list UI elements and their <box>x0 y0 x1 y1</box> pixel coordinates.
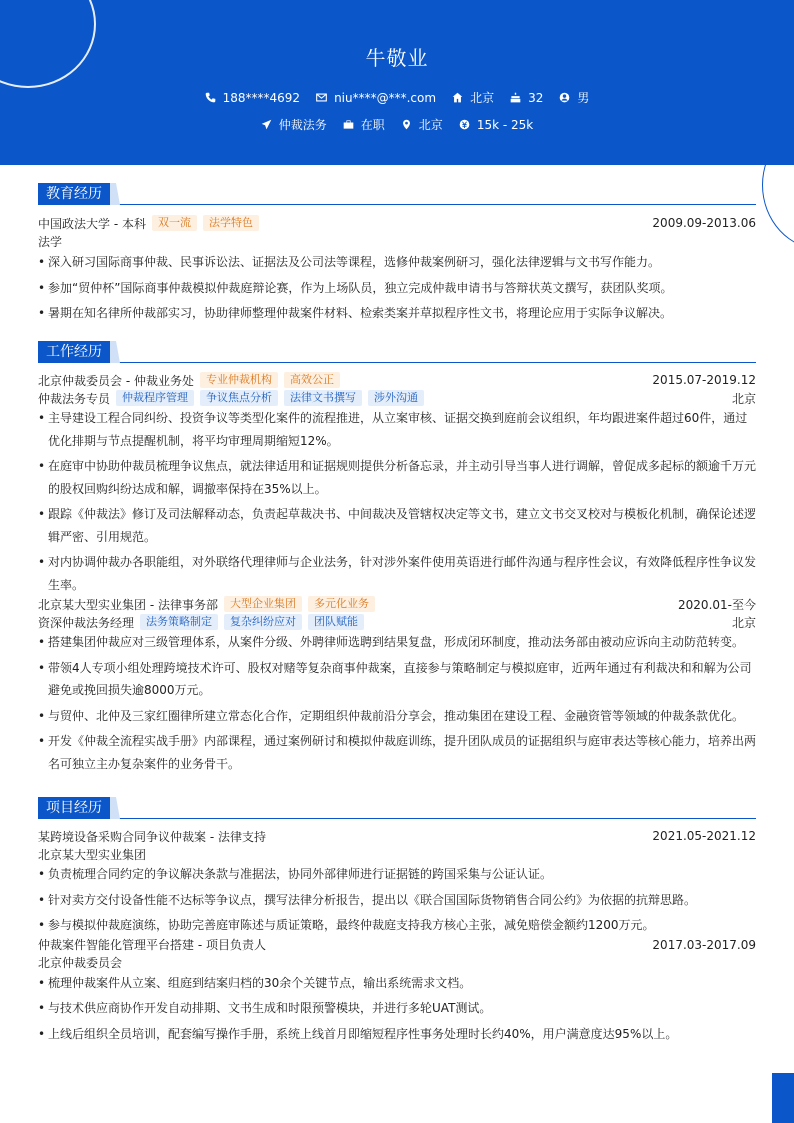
date-range: 2009.09-2013.06 <box>652 216 756 230</box>
project-entry <box>38 827 756 937</box>
list-item: • 跟踪《仲裁法》修订及司法解释动态，负责起草裁决书、中间裁决及管辖权决定等文书，建立文书交叉校对与模板化机制，确保论述逻辑严密、引用规范。 <box>38 503 756 548</box>
gender-text: 男 <box>577 91 590 105</box>
salary-text: 15k - 25k <box>476 117 534 132</box>
contact-age <box>510 91 543 105</box>
skill-tag: 法务策略制定 <box>140 614 218 630</box>
bullet-list <box>38 863 756 937</box>
contact-gender <box>559 89 589 106</box>
list-item: • 开发《仲裁全流程实战手册》内部课程，通过案例研讨和模拟仲裁庭训练，提升团队成员的证据组织与庭审表达等核心能力，培养出两名可独立主办复杂案件的业务骨干。 <box>38 730 756 775</box>
cake-icon <box>510 92 521 103</box>
education-section <box>38 183 756 328</box>
list-item: • 与技术供应商协作开发自动排期、文书生成和时限预警模块，并进行多轮UAT测试。 <box>38 997 756 1020</box>
list-item: • 在庭审中协助仲裁员梳理争议焦点，就法律适用和证据规则提供分析备忘录，并主动引导当事人进行调解，曾促成多起标的额逾千万元的股权回购纠纷达成和解，调撤率保持在35%以上。 <box>38 455 756 500</box>
list-item: • 梳理仲裁案件从立案、组庭到结案归档的30余个关键节点，输出系统需求文档。 <box>38 972 756 995</box>
project-entry <box>38 936 756 1046</box>
intent-city <box>401 116 443 133</box>
contact-row <box>0 89 794 106</box>
list-item: • 参与模拟仲裁庭演练，协助完善庭审陈述与质证策略，最终仲裁庭支持我方核心主张，减免赔偿金额约1200万元。 <box>38 914 756 937</box>
status-text: 在职 <box>360 118 385 132</box>
company-name: 北京仲裁委员会 - 仲裁业务处 <box>38 373 194 388</box>
list-item: • 参加“贸仲杯”国际商事仲裁模拟仲裁庭辩论赛，作为上场队员，独立完成仲裁申请书与答辩状英文撰写，获团队奖项。 <box>38 277 756 300</box>
location: 北京 <box>731 391 756 406</box>
intent-city-text: 北京 <box>418 118 443 132</box>
decorative-corner-block <box>772 1073 794 1123</box>
school-tag: 法学特色 <box>203 215 259 231</box>
date-range: 2015.07-2019.12 <box>652 373 756 387</box>
phone-icon <box>205 92 216 103</box>
mail-icon <box>316 92 327 103</box>
list-item: • 与贸仲、北仲及三家红圈律所建立常态化合作，定期组织仲裁前沿分享会，推动集团在建设工程、金融资管等领域的仲裁条款优化。 <box>38 705 756 728</box>
contact-email <box>316 91 436 105</box>
projects-section <box>38 797 756 1048</box>
company-tag: 专业仲裁机构 <box>200 372 278 388</box>
contact-phone <box>205 91 300 105</box>
role-name: 仲裁法务专员 <box>38 391 111 406</box>
major: 法学 <box>38 234 63 249</box>
date-range: 2021.05-2021.12 <box>652 829 756 843</box>
intent-row <box>0 116 794 133</box>
candidate-name: 牛敬业 <box>365 46 429 70</box>
work-section <box>38 341 756 778</box>
email-text: niu****@***.com <box>334 90 437 105</box>
school-name: 中国政法大学 - 本科 <box>38 216 146 231</box>
work-entry <box>38 371 756 596</box>
contact-city <box>452 89 494 106</box>
section-title: 工作经历 <box>38 341 110 363</box>
project-name: 仲裁案件智能化管理平台搭建 - 项目负责人 <box>38 938 266 952</box>
list-item: • 暑期在知名律所仲裁部实习，协助律师整理仲裁案件材料、检索类案并草拟程序性文书，将理论应用于实际争议解决。 <box>38 302 756 325</box>
section-header <box>38 797 756 819</box>
location: 北京 <box>731 615 756 630</box>
phone-text: 188****4692 <box>222 90 301 105</box>
position-text: 仲裁法务 <box>278 118 327 132</box>
intent-position <box>261 116 327 133</box>
company-name: 北京某大型实业集团 - 法律事务部 <box>38 597 218 612</box>
location-pin-icon <box>401 119 412 130</box>
skill-tag: 法律文书撰写 <box>284 390 362 406</box>
list-item: • 上线后组织全员培训，配套编写操作手册，系统上线首月即缩短程序性事务处理时长约40%，用户满意度达95%以上。 <box>38 1023 756 1046</box>
age-text: 32 <box>528 90 544 105</box>
skill-tag: 涉外沟通 <box>368 390 424 406</box>
section-title: 教育经历 <box>38 183 110 205</box>
list-item: • 对内协调仲裁办各职能组，对外联络代理律师与企业法务，针对涉外案件使用英语进行邮件沟通与程序性会议，有效降低程序性争议发生率。 <box>38 551 756 596</box>
list-item: • 负责梳理合同约定的争议解决条款与准据法，协同外部律师进行证据链的跨国采集与公证认证。 <box>38 863 756 886</box>
list-item: • 带领4人专项小组处理跨境技术许可、股权对赌等复杂商事仲裁案，直接参与策略制定与模拟庭审，近两年通过有利裁决和和解为公司避免或挽回损失逾8000万元。 <box>38 657 756 702</box>
skill-tag: 仲裁程序管理 <box>116 390 194 406</box>
project-org: 北京某大型实业集团 <box>38 847 147 862</box>
list-item: • 主导建设工程合同纠纷、投资争议等类型化案件的流程推进，从立案审核、证据交换到庭前会议组织，年均跟进案件超过60件，通过优化排期与节点提醒机制，将平均审理周期缩短12%。 <box>38 407 756 452</box>
work-entry <box>38 595 756 775</box>
section-header <box>38 183 756 205</box>
city-text: 北京 <box>470 91 495 105</box>
intent-salary <box>459 118 533 132</box>
intent-status <box>343 116 385 133</box>
education-entry <box>38 214 756 325</box>
company-tag: 大型企业集团 <box>224 596 302 612</box>
company-tag: 高效公正 <box>284 372 340 388</box>
bullet-list <box>38 631 756 775</box>
list-item: • 深入研习国际商事仲裁、民事诉讼法、证据法及公司法等课程，选修仲裁案例研习，强化法律逻辑与文书写作能力。 <box>38 251 756 274</box>
date-range: 2017.03-2017.09 <box>652 937 756 952</box>
project-org: 北京仲裁委员会 <box>38 956 123 970</box>
home-icon <box>452 92 463 103</box>
section-title: 项目经历 <box>38 797 110 819</box>
send-icon <box>261 119 272 130</box>
list-item: • 针对卖方交付设备性能不达标等争议点，撰写法律分析报告，提出以《联合国国际货物销售合同公约》为依据的抗辩思路。 <box>38 889 756 912</box>
bullet-list <box>38 251 756 325</box>
bullet-list <box>38 407 756 596</box>
project-name: 某跨境设备采购合同争议仲裁案 - 法律支持 <box>38 829 266 844</box>
skill-tag: 争议焦点分析 <box>200 390 278 406</box>
skill-tag: 复杂纠纷应对 <box>224 614 302 630</box>
salary-icon <box>459 119 470 130</box>
list-item: • 搭建集团仲裁应对三级管理体系，从案件分级、外聘律师选聘到结果复盘，形成闭环制度，推动法务部由被动应诉向主动防范转变。 <box>38 631 756 654</box>
role-name: 资深仲裁法务经理 <box>38 615 135 630</box>
school-tag: 双一流 <box>152 215 197 231</box>
section-header <box>38 341 756 363</box>
briefcase-icon <box>343 119 354 130</box>
user-icon <box>559 92 570 103</box>
resume-header <box>0 0 794 165</box>
bullet-list <box>38 972 756 1046</box>
skill-tag: 团队赋能 <box>308 614 364 630</box>
company-tag: 多元化业务 <box>308 596 375 612</box>
date-range: 2020.01-至今 <box>678 597 756 612</box>
